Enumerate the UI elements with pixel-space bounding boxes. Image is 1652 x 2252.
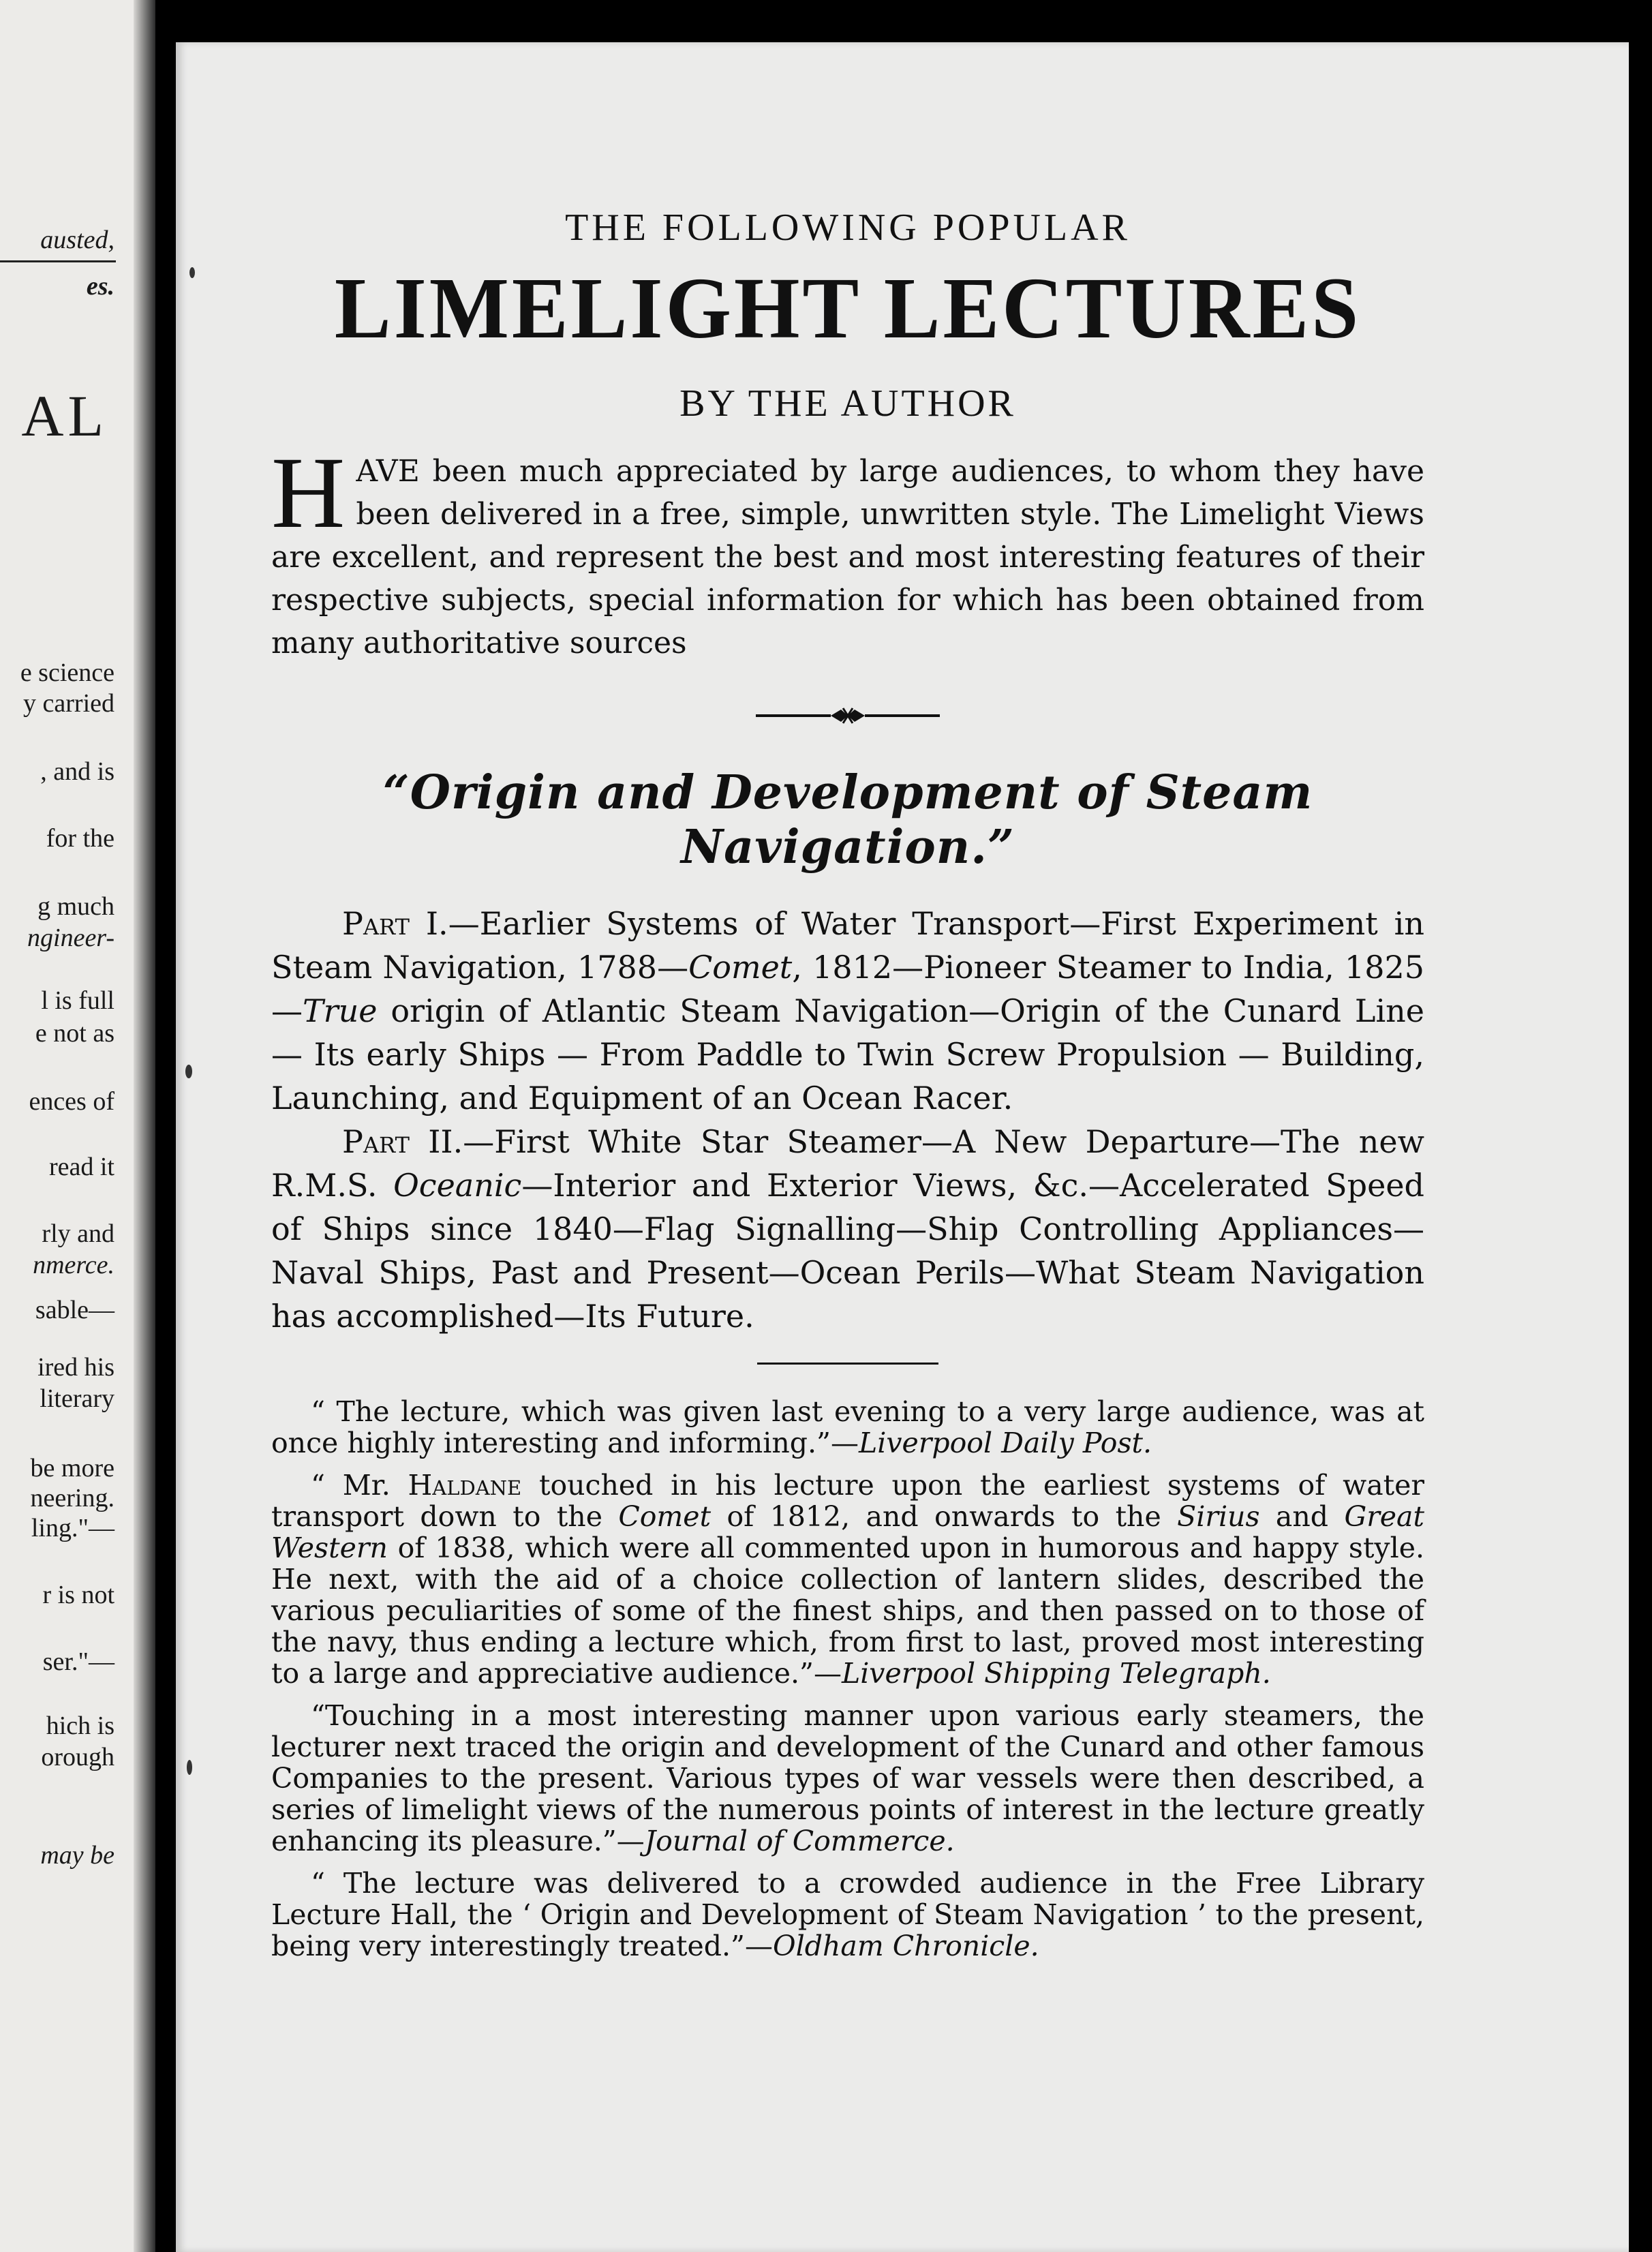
left-line: be more: [30, 1454, 114, 1482]
left-line: austed,: [40, 226, 114, 254]
left-line: nmerce.: [33, 1251, 114, 1279]
ornament-divider-icon: [756, 705, 940, 726]
left-line: ired his: [37, 1353, 114, 1382]
quote-text: of 1838, which were all commented upon in humorous and happy style. He next, with the aid of a choice collection of lantern slides, described the various peculiarities of some of the finest ships, and then passed on to those of the navy, thus ending a lecture which, from first to last, proved most interesting to a large and appreciative audience.”—: [271, 1532, 1424, 1690]
ship-name: Sirius: [1177, 1500, 1260, 1533]
intro-text: AVE been much appreciated by large audiences, to whom they have been delivered in a free, simple, unwritten style. The Limelight Views are excellent, and represent the best and most interesting features of their respective subjects, special information for which has been obtained from many authoritative sources: [271, 454, 1424, 660]
drop-cap: H: [271, 436, 346, 549]
author-name: Haldane: [408, 1469, 522, 1502]
quote-text: “ The lecture, which was given last evening to a very large audience, was at once highly interesting and informing.”—: [271, 1395, 1424, 1459]
left-line: e not as: [35, 1019, 114, 1048]
quote-text: of 1812, and onwards to the: [711, 1500, 1178, 1533]
quote-source: Oldham Chronicle.: [773, 1930, 1039, 1962]
binding-gutter: [134, 0, 155, 2252]
part-two-text: —Interior and Exterior Views, &c.—Accelerated Speed of Ships since 1840—Flag Signalling—Ship Controlling Appliances—Naval Ships, Past and Present—Ocean Perils—What Steam Navigation has accomplished—Its Future.: [271, 1167, 1424, 1335]
quote-text: “ The lecture was delivered to a crowded audience in the Free Library Lecture Hall, the ‘ Origin and Development of Steam Navigation ’ to the present, being very interestingly treated.”—: [271, 1867, 1424, 1962]
left-line: y carried: [23, 689, 114, 718]
left-line: ngineer-: [27, 924, 114, 952]
press-quote: [271, 1700, 1424, 1857]
emphasis: True: [303, 992, 378, 1029]
quote-text: “Touching in a most interesting manner upon various early steamers, the lecturer next traced the origin and development of the Cunard and other famous Companies to the present. Various types of war vessels were then described, a series of limelight views of the numerous points of interest in the lecture greatly enhancing its pleasure.”—: [271, 1699, 1424, 1857]
press-quote: [271, 1470, 1424, 1689]
part-one-paragraph: [271, 902, 1424, 1120]
quote-text: and: [1259, 1500, 1345, 1533]
part-one-label: Part I.: [342, 905, 448, 942]
left-line: neering.: [30, 1484, 114, 1512]
left-line: rly and: [42, 1219, 114, 1248]
byline: BY THE AUTHOR: [679, 382, 1016, 425]
left-line: hich is: [46, 1711, 114, 1740]
adjacent-page-fragment: [0, 0, 155, 2252]
press-quotes: [271, 1396, 1424, 1962]
intro-paragraph: [271, 436, 1424, 665]
lecture-title: “Origin and Development of Steam Navigation.”: [382, 765, 1313, 874]
part-two-paragraph: [271, 1120, 1424, 1338]
left-line: , and is: [40, 757, 114, 786]
page-title: LIMELIGHT LECTURES: [334, 260, 1362, 356]
left-rule: [0, 260, 116, 262]
part-two-text: —First White Star Steamer—A New Departure—The new R.M.S.: [271, 1123, 1424, 1204]
scan-border: [1629, 0, 1652, 2252]
left-line: l is full: [41, 986, 114, 1015]
left-line: read it: [48, 1153, 114, 1181]
quote-source: Liverpool Shipping Telegraph.: [841, 1657, 1271, 1690]
page-speck: [189, 267, 195, 278]
left-line: literary: [40, 1384, 114, 1413]
press-quote: [271, 1396, 1424, 1459]
section-rule: [757, 1363, 938, 1365]
page-speck: [187, 1760, 192, 1775]
header-kicker: THE FOLLOWING POPULAR: [565, 207, 1131, 249]
left-line: sable—: [35, 1296, 114, 1324]
left-line: ences of: [29, 1087, 114, 1116]
left-line: g much: [37, 892, 114, 921]
quote-text: touched in his lecture upon the earliest systems of water transport down to the: [271, 1469, 1424, 1533]
quote-source: Journal of Commerce.: [644, 1825, 955, 1857]
left-line: e science: [20, 658, 114, 687]
part-two-label: Part II.: [342, 1123, 463, 1160]
ship-name: Comet: [688, 949, 793, 986]
page-content: [271, 206, 1424, 1962]
ship-name: Oceanic: [393, 1167, 522, 1204]
quote-source: Liverpool Daily Post.: [859, 1427, 1152, 1459]
left-line: ling."—: [31, 1514, 114, 1542]
quote-text: “ Mr.: [311, 1469, 408, 1502]
part-one-text: , 1812—Pioneer Steamer to India, 1825—: [271, 949, 1424, 1029]
left-line: es.: [86, 272, 114, 301]
book-page: [176, 42, 1629, 2252]
left-line: for the: [46, 824, 114, 853]
left-line: may be: [40, 1841, 114, 1870]
ship-name: Great Western: [271, 1500, 1424, 1564]
left-line: r is not: [42, 1581, 114, 1609]
page-speck: [185, 1065, 192, 1078]
left-line: AL: [21, 383, 108, 448]
left-line: ser."—: [42, 1647, 114, 1676]
left-line: orough: [41, 1743, 114, 1771]
press-quote: [271, 1868, 1424, 1962]
part-one-text: —Earlier Systems of Water Transport—First Experiment in Steam Navigation, 1788—: [271, 905, 1424, 986]
ship-name: Comet: [618, 1500, 712, 1533]
part-one-text: origin of Atlantic Steam Navigation—Origin of the Cunard Line — Its early Ships — From Paddle to Twin Screw Propulsion — Building, Launching, and Equipment of an Ocean Racer.: [271, 992, 1424, 1116]
